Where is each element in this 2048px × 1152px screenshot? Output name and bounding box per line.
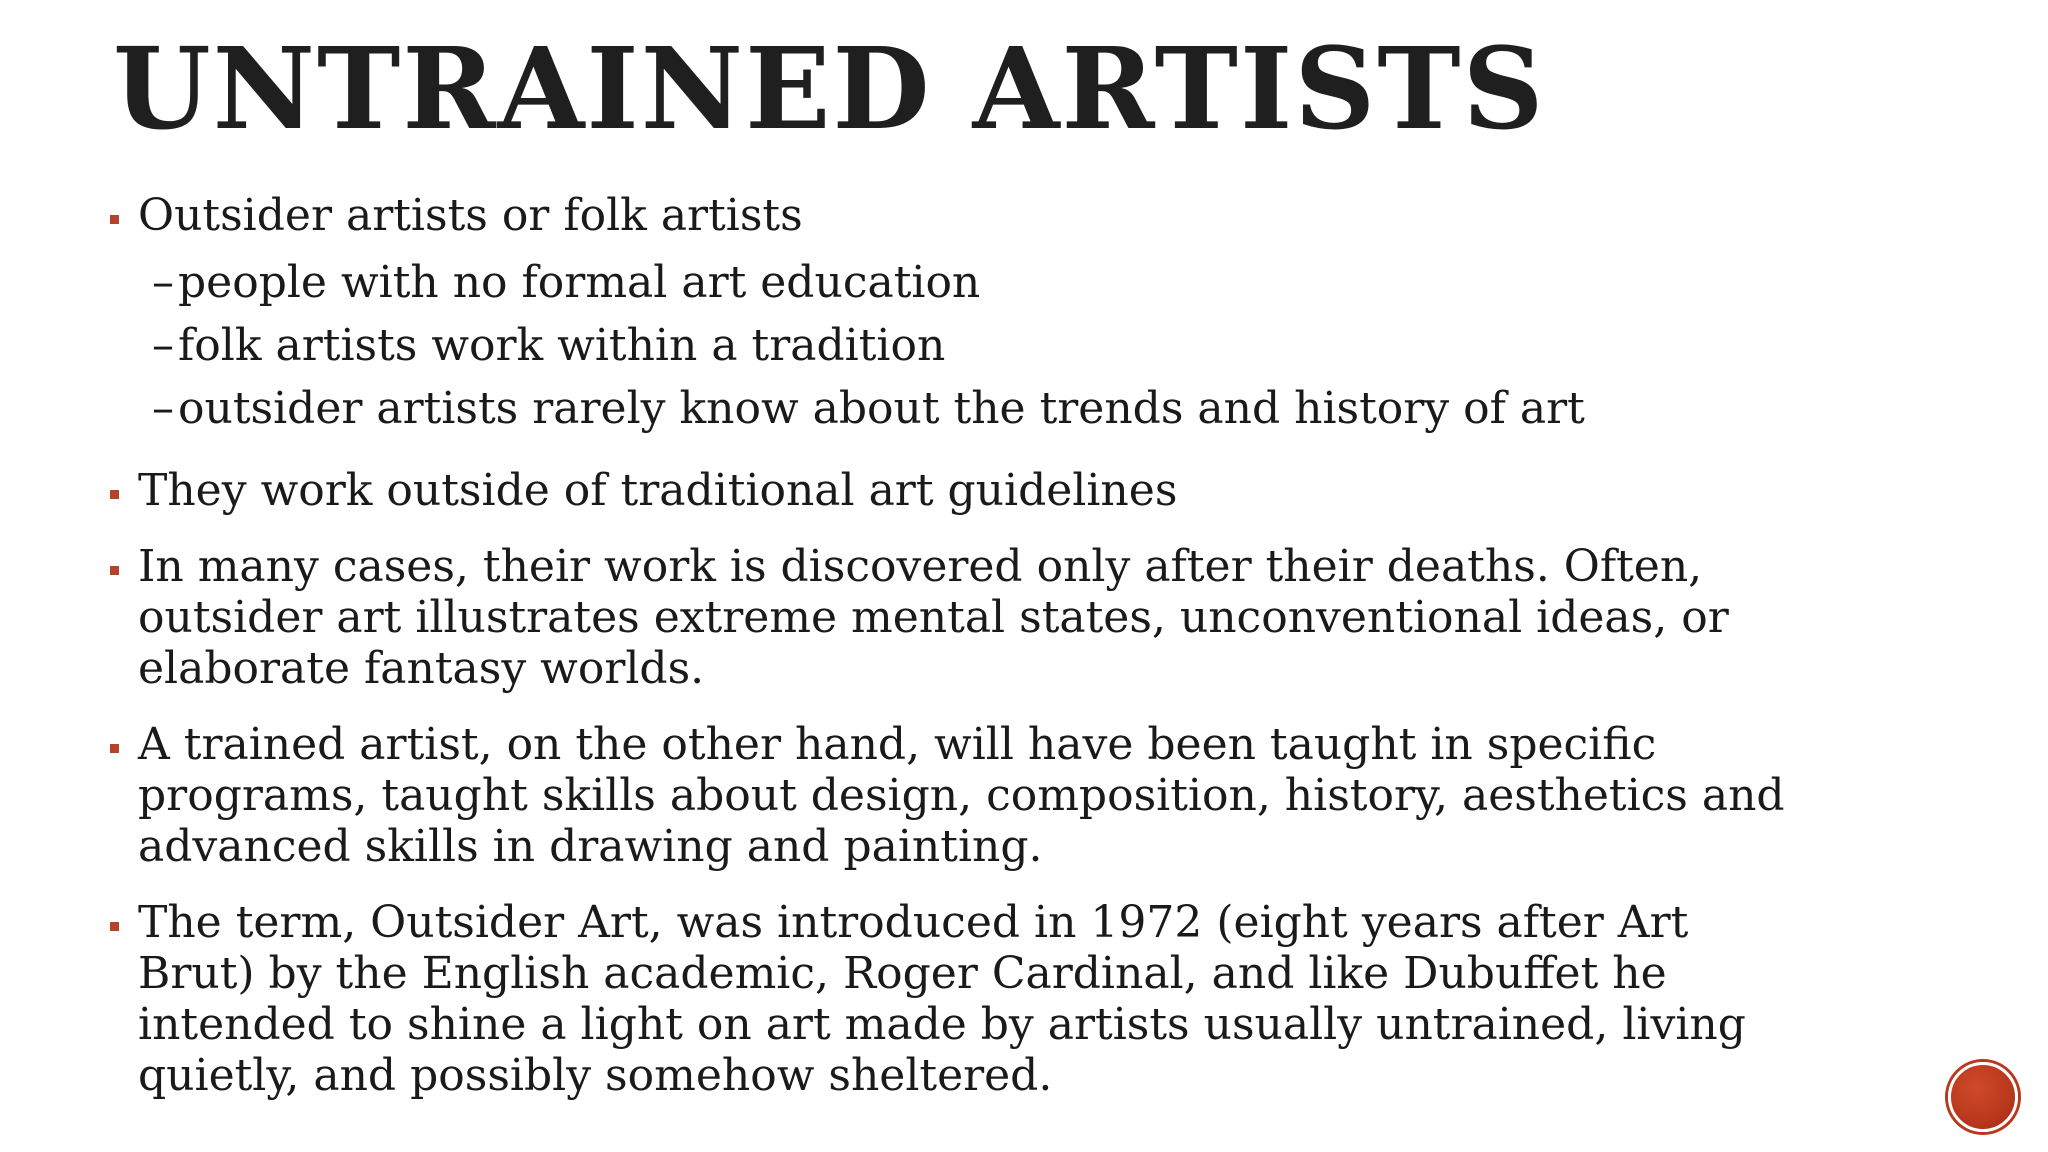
sub-bullet-text: people with no formal art education [178, 257, 981, 308]
dash-bullet-icon: – [152, 320, 174, 371]
square-bullet-icon [110, 215, 119, 224]
sub-bullet-item [138, 377, 1806, 440]
bullet-item [106, 719, 1806, 872]
bullet-text: In many cases, their work is discovered only after their deaths. Often, outsider art illustrates extreme mental states, unconventional ideas, or elaborate fantasy worlds. [138, 541, 1729, 694]
bullet-text: A trained artist, on the other hand, will have been taught in specific programs, taught skills about design, composition, history, aesthetics and advanced skills in drawing and painting. [138, 719, 1785, 872]
square-bullet-icon [110, 490, 119, 499]
sub-bullet-text: outsider artists rarely know about the trends and history of art [178, 383, 1585, 434]
bullet-item [106, 465, 1806, 516]
bullet-item [106, 897, 1806, 1101]
bullet-item [106, 541, 1806, 694]
bullet-text: Outsider artists or folk artists [138, 190, 803, 241]
dash-bullet-icon: – [152, 257, 174, 308]
bullet-item [106, 190, 1806, 440]
square-bullet-icon [110, 922, 119, 931]
slide-content [106, 190, 1806, 1101]
sub-bullet-list [138, 251, 1806, 440]
sub-bullet-item [138, 251, 1806, 314]
dash-bullet-icon: – [152, 383, 174, 434]
bullet-text: The term, Outsider Art, was introduced in 1972 (eight years after Art Brut) by the English academic, Roger Cardinal, and like Dubuffet he intended to shine a light on art made by artists usually untrained, living quietly, and possibly somehow sheltered. [138, 897, 1746, 1101]
bullet-text: They work outside of traditional art guidelines [138, 465, 1178, 516]
slide-nav-circle-icon[interactable] [1948, 1062, 2018, 1132]
sub-bullet-text: folk artists work within a tradition [178, 320, 946, 371]
square-bullet-icon [110, 744, 119, 753]
slide-title: UNTRAINED ARTISTS [113, 24, 1546, 155]
square-bullet-icon [110, 566, 119, 575]
sub-bullet-item [138, 314, 1806, 377]
